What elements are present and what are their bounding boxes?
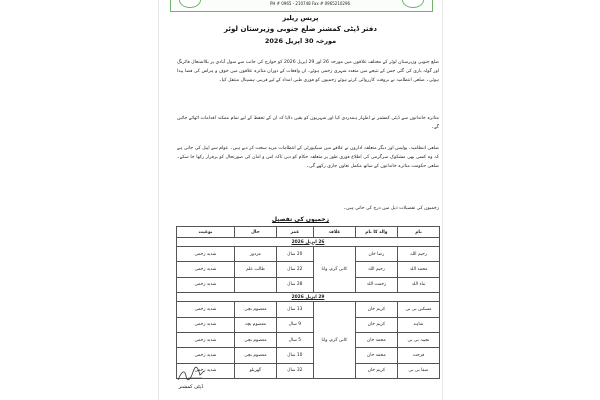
table-cell: شاہد	[397, 317, 439, 332]
table-cell: شدید زخمی	[177, 247, 235, 262]
emblem-logo-right	[402, 0, 424, 8]
table-cell: 9 سال	[276, 317, 313, 332]
table-row	[177, 317, 440, 332]
table-cell: کریم خان	[355, 302, 397, 317]
table-row	[177, 262, 440, 277]
body-paragraph-2: متاثرہ خاندانوں سے ڈپٹی کمشنر نے اظہار ہمدردی کیا اور شہریوں کو یقین دلایا کہ ان کے تحفظ کے لیے تمام ممکنہ اقدامات اٹھائے جائیں گے۔	[177, 116, 439, 131]
signatory-title: ڈپٹی کمشنر	[178, 384, 204, 390]
date-row	[177, 293, 440, 302]
table-row	[177, 348, 440, 363]
table-cell: شدید زخمی	[177, 363, 235, 378]
table-cell: رحیم اللہ	[355, 262, 397, 277]
header-cell: والد کا نام	[355, 227, 397, 238]
body-paragraph-1: ضلع جنوبی وزیرستان لوئر کے مختلف علاقوں میں مورخہ 26 اور 29 اپریل 2026 کو خوارج کی جانب سے سول آبادی پر بلااشتعال فائرنگ اور گولہ باری کی گئی جس کے نتیجے میں متعدد شہری زخمی ہوئے۔ ان واقعات کے دوران متاثرہ علاقوں میں خوف و ہراس کی فضا پیدا ہوئی۔ ضلعی انتظامیہ نے بروقت کارروائی کرتے ہوئے زخمیوں کو فوری طبی امداد کے لیے قریبی ہسپتال منتقل کیا۔	[177, 60, 439, 84]
date-row	[177, 238, 440, 247]
table-cell	[234, 277, 276, 292]
table-header-row	[177, 227, 440, 238]
table-cell: رحمت اللہ	[355, 277, 397, 292]
office-name: دفتر ڈپٹی کمشنر ضلع جنوبی وزیرستان لوئر	[224, 25, 377, 33]
table-cell: 20 سال	[276, 247, 313, 262]
header-cell: علاقہ	[313, 227, 355, 238]
casualties-table	[176, 226, 440, 379]
signature-scribble	[176, 366, 206, 382]
table-cell: ثناء اللہ	[397, 277, 439, 292]
area-cell: کانی گرم، وانا	[313, 302, 355, 379]
table-cell: شدید زخمی	[177, 348, 235, 363]
date-cell: 29 اپریل 2026	[177, 293, 440, 302]
table-row	[177, 363, 440, 378]
table-cell: 22 سال	[276, 262, 313, 277]
table-cell: 13 سال	[276, 302, 313, 317]
table-cell: معصوم بچی	[234, 302, 276, 317]
header-cell: نام	[397, 227, 439, 238]
table-cell: 10 سال	[276, 348, 313, 363]
table-cell: معصوم بچہ	[234, 317, 276, 332]
table-cell: نجیبہ بی بی	[397, 332, 439, 347]
area-cell: کانی گرم، وانا	[313, 247, 355, 293]
table-row	[177, 332, 440, 347]
emblem-logo-left	[179, 0, 201, 8]
table-cell: شدید زخمی	[177, 277, 235, 292]
table-cell: مزدور	[234, 247, 276, 262]
table-cell: محمد خان	[355, 348, 397, 363]
release-date: مورخہ 30 اپریل 2026	[264, 37, 337, 45]
table-cell: گھریلو	[234, 363, 276, 378]
table-row	[177, 277, 440, 292]
table-cell: معصوم بچی	[234, 348, 276, 363]
table-cell: رضا خان	[355, 247, 397, 262]
table-cell: معصوم بچی	[234, 332, 276, 347]
header-cell: حال	[234, 227, 276, 238]
table-cell: 32 سال	[276, 363, 313, 378]
table-row	[177, 247, 440, 262]
table-cell: فرحت	[397, 348, 439, 363]
table-cell: طالب علم	[234, 262, 276, 277]
table-caption: زخمیوں کی تفصیل	[271, 216, 330, 223]
table-row	[177, 302, 440, 317]
contact-line: PH # 0965 - 210748 Fax # 0965210296	[269, 1, 351, 6]
header-cell: نوعیت	[177, 227, 235, 238]
table-cell: کریم خان	[355, 363, 397, 378]
body-paragraph-3: ضلعی انتظامیہ، پولیس اور دیگر متعلقہ اداروں نے علاقے میں سیکیورٹی کے انتظامات مزید سخت کر دیے ہیں۔ عوام سے اپیل کی جاتی ہے کہ وہ کسی بھی مشکوک سرگرمی کی اطلاع فوری طور پر متعلقہ حکام کو دیں تاکہ امن و امان کی صورتحال کو برقرار رکھا جا سکے۔ ضلعی حکومت متاثرہ خاندانوں کے ساتھ مکمل تعاون جاری رکھے گی۔	[177, 146, 439, 170]
table-cell: 5 سال	[276, 332, 313, 347]
table-cell: رحیم اللہ	[397, 247, 439, 262]
date-cell: 26 اپریل 2026	[177, 238, 440, 247]
table-cell: محمد اللہ	[397, 262, 439, 277]
header-cell: عمر	[276, 227, 313, 238]
table-cell: شدید زخمی	[177, 302, 235, 317]
table-cell: کریم خان	[355, 317, 397, 332]
table-cell: شدید زخمی	[177, 317, 235, 332]
table-cell: صفا بی بی	[397, 363, 439, 378]
table-cell: شدید زخمی	[177, 332, 235, 347]
body-paragraph-4: زخمیوں کی تفصیلات ذیل میں درج کی جاتی ہیں۔	[343, 206, 439, 211]
table-cell: 28 سال	[276, 277, 313, 292]
table-cell: مسکین بی بی	[397, 302, 439, 317]
table-cell: شدید زخمی	[177, 262, 235, 277]
table-cell: محمد خان	[355, 332, 397, 347]
press-release-title: پریس ریلیز	[282, 14, 319, 22]
